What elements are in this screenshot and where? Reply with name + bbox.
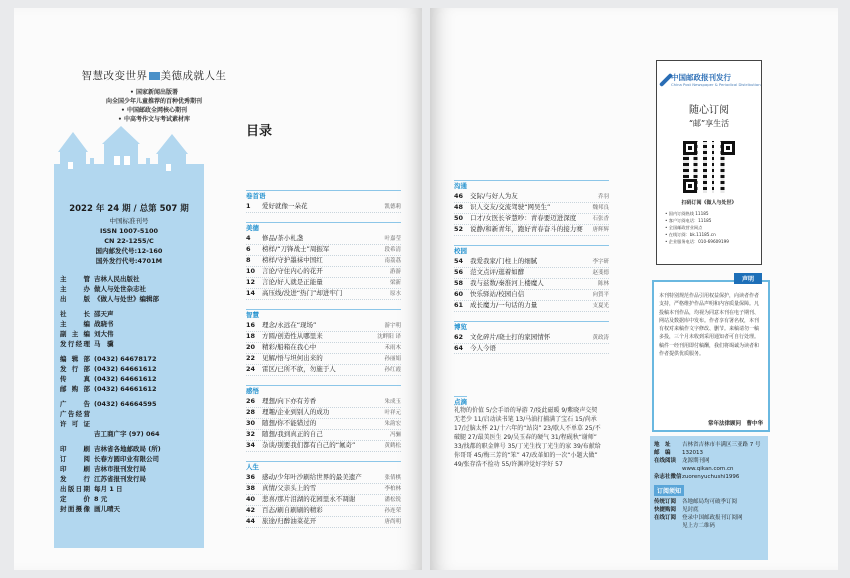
toc-entry — [246, 517, 401, 528]
toc-entry-author: 张倩棋 — [384, 475, 401, 481]
masthead-key: 发行经理 — [60, 340, 90, 348]
toc-entry-author: 赵斐德 — [592, 270, 609, 276]
masthead-value: 邵天声 — [94, 310, 114, 318]
contact-key: 在线订阅 — [654, 515, 677, 521]
toc-entry-author: 冯骊 — [389, 432, 401, 438]
toc-page-number: 50 — [454, 214, 464, 222]
right-page — [430, 8, 838, 570]
ad-info-line: • 客户订阅电话：11185 — [665, 218, 712, 223]
contact-value: www.qikan.com.cn — [682, 466, 734, 472]
contact-value: zuorenyuchushi1996 — [682, 474, 740, 480]
toc-entry-title: 杂谈/别要我们都有自己的“氟奇” — [262, 441, 356, 449]
toc-entry-author: 孙丽娟 — [384, 356, 401, 362]
toc-entry-title: 雷区/已所不欲，勿施于人 — [262, 365, 336, 373]
toc-entry-title: 方圆/创造性从哪里来 — [262, 332, 323, 340]
castle-illustration — [54, 126, 204, 194]
toc-entry-title: 旅途/归醉油菜花开 — [262, 517, 317, 525]
masthead-row — [60, 284, 204, 294]
toc-page-number: 14 — [246, 289, 256, 297]
masthead-row — [60, 329, 204, 339]
masthead-value: 吉林省各地邮政局 (所) — [94, 445, 161, 453]
toc-entry — [454, 192, 609, 203]
toc-page-number: 52 — [454, 225, 464, 233]
contact-value: 132013 — [682, 450, 703, 456]
ad-info-line: • 国内订阅热线 11185 — [665, 211, 709, 216]
toc-entry-author: 乔羽 — [597, 194, 609, 200]
toc-page-number: 18 — [246, 332, 256, 340]
toc-page-number: 44 — [246, 517, 256, 525]
toc-entry-title: 感动/少年叶沙刷给世界的最美遗产 — [262, 473, 362, 481]
toc-page-number: 42 — [246, 506, 256, 514]
declaration-tag: 声明 — [734, 273, 762, 284]
toc-entry-author: 禾雨木 — [384, 345, 401, 351]
toc-entry-author: 唐尚明 — [384, 519, 401, 525]
toc-entry — [246, 321, 401, 332]
contact-key: 邮 编 — [654, 450, 671, 456]
masthead-value: 刘大伟 — [94, 330, 114, 338]
toc-entry-title: 快乐驿站/校园自信 — [470, 290, 525, 298]
masthead-key: 封面摄像 — [60, 505, 90, 513]
honors-list — [54, 88, 254, 124]
toc-entry-title: 言论/好人就是正能量 — [262, 278, 323, 286]
toc-entry — [246, 289, 401, 300]
contact-value: 登录中国邮政报刊订阅网 — [682, 515, 743, 521]
contact-row — [654, 465, 764, 473]
toc-entry — [246, 365, 401, 376]
masthead-value: 每月 1 日 — [94, 485, 123, 493]
toc-page-number: 24 — [246, 365, 256, 373]
toc-entry — [246, 506, 401, 517]
masthead-row — [60, 339, 204, 349]
toc-page-number: 10 — [246, 267, 256, 275]
slogan-mark — [149, 72, 160, 80]
toc-entry — [246, 484, 401, 495]
contact-key: 传统订阅 — [654, 499, 677, 505]
masthead-row — [60, 444, 204, 454]
toc-entry — [246, 441, 401, 452]
toc-entry-title: 文化碎片/晓士打的家园情怀 — [470, 333, 551, 341]
toc-entry — [454, 301, 609, 312]
ad-info-line: • 企业服务电话：010-69609199 — [665, 239, 729, 244]
masthead-row — [60, 409, 204, 429]
toc-page-number: 62 — [454, 333, 464, 341]
toc-entry — [246, 408, 401, 419]
toc-entry — [454, 257, 609, 268]
toc-entry-author: 沈畔阳 译 — [377, 334, 401, 340]
masthead-row — [60, 384, 204, 394]
toc-entry-title: 识人交友/交流驾驶“网吴生” — [470, 203, 551, 211]
toc-entry — [454, 203, 609, 214]
toc-entry — [246, 473, 401, 484]
qr-code-icon[interactable] — [683, 141, 735, 193]
masthead-row — [60, 494, 204, 504]
contact-rows — [654, 441, 764, 481]
masthead-value: (0432) 64661612 — [94, 365, 157, 373]
contact-key: 杂志社微信 — [654, 474, 682, 480]
contact-row — [654, 514, 764, 522]
masthead-value: 战晓书 — [94, 320, 114, 328]
masthead-row — [60, 354, 204, 364]
masthead-key: 副主编 — [60, 330, 90, 338]
toc-entry-author: 魏邦良 — [592, 205, 609, 211]
toc-column-b — [454, 180, 609, 363]
toc-entry-title: 高压线/没进“热门”却进牢门 — [262, 289, 343, 297]
toc-entry-title: 悲喜/那片泪湖的花园里永不凋谢 — [262, 495, 356, 503]
toc-section-heading: 博览 — [454, 321, 609, 332]
masthead-rows — [54, 274, 204, 514]
toc-page-number: 54 — [454, 257, 464, 265]
toc-page-number: 36 — [246, 473, 256, 481]
toc-section — [246, 222, 401, 300]
ad-info-line: • 全国邮政营业网点 — [665, 225, 703, 230]
masthead-value: 《做人与处世》编辑部 — [94, 295, 159, 303]
toc-entry — [246, 278, 401, 289]
masthead-row — [60, 504, 204, 514]
declaration-text: 本刊特别规范作品引用权益保护，向读者作者支持，严格维护作品声明和内容质量保障。凡投稿本刊作品，均视为同意本刊在电子期刊、网站及数据库中发布。作者享有署名权，本刊有权对来稿作文字修改、删节。来稿请勿一稿多投，三个月未收到采用通知者可自行处理。稿件一经刊用即付稿酬，我们将竭诚为读者和作者提供优质服务。 — [659, 293, 760, 358]
masthead-row — [60, 364, 204, 374]
contact-value: 见封底 — [682, 507, 699, 513]
toc-entry-author: 朱韵宏 — [384, 421, 401, 427]
ad-info — [657, 206, 761, 249]
toc-section — [246, 309, 401, 376]
toc-entry-author: 游宇明 — [384, 323, 401, 329]
toc-entry — [454, 290, 609, 301]
masthead-value: (0432) 64661612 — [94, 375, 157, 383]
masthead-value: 江苏省报刊发行局 — [94, 475, 146, 483]
toc-page-number: 8 — [246, 256, 251, 264]
honor-item: 向全国少年儿童推荐的百种优秀期刊 — [105, 98, 202, 105]
masthead-value: 做人与处世杂志社 — [94, 285, 146, 293]
toc-page-number: 40 — [246, 495, 256, 503]
toc-entry-title: 真情/父亲头上的雪 — [262, 484, 317, 492]
slogan-part-b: 美德成就人生 — [160, 70, 227, 82]
masthead-value: (0432) 64664595 — [94, 400, 157, 408]
toc-section — [454, 245, 609, 312]
contact-key: 快捷购阅 — [654, 507, 677, 513]
toc-entry — [246, 354, 401, 365]
toc-entry-author: 李字研 — [592, 259, 609, 265]
toc-entry-author: 段希清 — [384, 247, 401, 253]
masthead-key: 社 长 — [60, 310, 90, 318]
masthead-value: 长春方圆印业有限公司 — [94, 455, 159, 463]
toc-entry-title: 理念/永远在“现场” — [262, 321, 317, 329]
toc-entry-author: 孙红霞 — [384, 367, 401, 373]
toc-page-number: 34 — [246, 441, 256, 449]
ad-slogan-1: 随心订阅 — [689, 105, 729, 116]
masthead-key: 主 管 — [60, 275, 90, 283]
toc-section — [246, 385, 401, 452]
masthead-key: 发行部 — [60, 365, 90, 373]
toc-page-number: 4 — [246, 234, 251, 242]
toc-section-heading: 沟通 — [454, 180, 609, 191]
masthead-value: 8 元 — [94, 495, 108, 503]
toc-entry-title: 随想/你不能错过的 — [262, 419, 317, 427]
toc-entry-title: 榜样/“刀锋战士”周振军 — [262, 245, 330, 253]
masthead-value: (0432) 64661612 — [94, 385, 157, 393]
contact-key — [654, 465, 682, 473]
toc-entry-author: 石张香 — [592, 216, 609, 222]
slogan-part-a: 智慧改变世界 — [81, 70, 148, 82]
masthead-row — [60, 429, 204, 439]
toc-entry-title: 言论/守住内心的花开 — [262, 267, 323, 275]
logo-text: 中国邮政报刊发行 — [671, 72, 731, 82]
note-paragraph: 礼物的价值 5/会手语的导游 7/疫此磁暖 9/紫晓声交契无老少 11/启动读书笔 13/马油打捕满了宝石 15/尚承 17/过脑太杯 21/十六年的“站岗” 23/歇人不单草 25/不破腿 27/最美医生 29/吴玉春的硬气 31/程砚秋“谢师” 33/找都的职金牌号 35/丁光生找丁光生的家 39/布献给你哥哥 45/梅三芳的“笨” 47/改革如的一次“小题大做” 49/张存浩不捡功 55/许渊冲觉好字好 57 — [454, 407, 601, 468]
toc-entry — [246, 495, 401, 506]
ad-info-line: • 在线订阅：bk.11185.cn — [665, 232, 716, 237]
toc-entry-title: 理趣/企业到别人的成功 — [262, 408, 330, 416]
masthead-value: 马 骥 — [94, 340, 114, 348]
code-line: 国外发行代号:4701M — [95, 257, 163, 265]
post-logo — [664, 69, 761, 91]
subscription-ad — [656, 60, 762, 265]
issue-number: 2022 年 24 期 / 总第 507 期 — [69, 204, 189, 214]
toc-entry-title: 榜样/守护墨袜中国红 — [262, 256, 323, 264]
toc-entry — [246, 256, 401, 267]
masthead-value: (0432) 64678172 — [94, 355, 157, 363]
toc-entry-author: 游游 — [389, 269, 401, 275]
toc-entry-author: 梁新 — [389, 280, 401, 286]
masthead-row — [60, 294, 204, 304]
contact-key — [654, 522, 682, 530]
toc-entry-title: 见解/悟与坦何出来的 — [262, 354, 323, 362]
toc-entry — [454, 268, 609, 279]
masthead-key: 印 刷 — [60, 445, 90, 453]
toc-page-number: 32 — [246, 430, 256, 438]
masthead-row — [60, 319, 204, 329]
toc-entry-author: 陈林 — [597, 281, 609, 287]
toc-title: 目录 — [246, 124, 273, 139]
code-line: ISSN 1007-5100 — [99, 227, 159, 235]
masthead-value: 吉林人民出版社 — [94, 275, 140, 283]
toc-entry-author: 李柏林 — [384, 486, 401, 492]
code-line: 国内邮发代号:12-160 — [95, 247, 163, 255]
toc-entry — [454, 214, 609, 225]
honor-item: • 中国邮政全网核心期刊 — [121, 107, 187, 114]
publication-codes — [54, 216, 204, 266]
subscription-rows — [654, 498, 764, 530]
toc-entry-title: 百态/刷自刷刷的精彩 — [262, 506, 323, 514]
contact-row — [654, 441, 764, 449]
toc-entry-title: 爱好就像一朵花 — [262, 202, 308, 210]
toc-entry — [246, 430, 401, 441]
masthead-panel — [54, 194, 204, 548]
toc-page-number: 28 — [246, 408, 256, 416]
toc-section — [454, 180, 609, 236]
toc-entry — [246, 234, 401, 245]
toc-entry-title: 我与兹数/秦淮河上楼魔人 — [470, 279, 544, 287]
toc-section-heading: 卷首语 — [246, 190, 401, 201]
contact-row — [654, 473, 764, 481]
toc-entry-author: 朱成玉 — [384, 399, 401, 405]
toc-entry — [246, 245, 401, 256]
contact-key: 在线阅读 — [654, 458, 677, 464]
masthead-key: 编辑部 — [60, 355, 90, 363]
toc-entry — [246, 202, 401, 213]
toc-entry-author: 凯德莉 — [384, 204, 401, 210]
toc-entry — [454, 344, 609, 354]
toc-page-number: 22 — [246, 354, 256, 362]
toc-entry-author: 黄鹤松 — [384, 443, 401, 449]
toc-entry-title: 成长魔力/一句话的力量 — [470, 301, 538, 309]
masthead-key: 广 告 — [60, 400, 90, 408]
toc-entry-author: 支夏光 — [592, 303, 609, 309]
note-heading: 点滴 — [454, 398, 467, 406]
toc-page-number: 56 — [454, 268, 464, 276]
masthead-key — [60, 429, 94, 439]
declaration-box — [652, 276, 770, 432]
toc-entry — [454, 225, 609, 236]
toc-entry-author: 孙连荣 — [384, 508, 401, 514]
toc-entry-title: 理想/向下亦有芳香 — [262, 397, 317, 405]
masthead-key: 邮购部 — [60, 385, 90, 393]
masthead-row — [60, 474, 204, 484]
contact-value: 见上方二维码 — [682, 523, 716, 529]
toc-entry-title: 范文点评/逛着如酵 — [470, 268, 525, 276]
toc-page-number: 26 — [246, 397, 256, 405]
toc-entry — [246, 332, 401, 343]
toc-page-number: 60 — [454, 290, 464, 298]
toc-entry-title: 口才/女医长爷慧吵：青春要迈进深度 — [470, 214, 577, 222]
contact-key: 地 址 — [654, 442, 671, 448]
contact-row — [654, 457, 764, 465]
toc-section — [246, 190, 401, 213]
toc-entry-title: 精彩/船箱在我心中 — [262, 343, 317, 351]
masthead-key: 定 价 — [60, 495, 90, 503]
honor-item: • 中高考作文与考试素材库 — [118, 116, 190, 123]
qr-caption: 扫码订阅《做人与处世》 — [681, 200, 737, 206]
masthead-value: 吉林市报刊发行局 — [94, 465, 146, 473]
toc-page-number: 30 — [246, 419, 256, 427]
toc-page-number: 38 — [246, 484, 256, 492]
toc-entry-author: 叶祥元 — [384, 410, 401, 416]
contact-row — [654, 498, 764, 506]
toc-page-number: 12 — [246, 278, 256, 286]
toc-section-heading: 智慧 — [246, 309, 401, 320]
toc-page-number: 64 — [454, 344, 464, 352]
masthead-value: 吉工商广字 (97) 064 — [94, 430, 160, 438]
masthead-key: 发 行 — [60, 475, 90, 483]
toc-column-a — [246, 190, 401, 537]
toc-page-number: 20 — [246, 343, 256, 351]
toc-entry-author: 唐辉辉 — [592, 227, 609, 233]
toc-entry — [454, 279, 609, 290]
toc-entry — [246, 397, 401, 408]
subscription-notice-heading: 订阅须知 — [654, 485, 684, 496]
toc-entry — [246, 419, 401, 430]
toc-page-number: 6 — [246, 245, 251, 253]
toc-entry-author: 原水 — [389, 291, 401, 297]
toc-entry — [246, 267, 401, 278]
masthead-row — [60, 399, 204, 409]
masthead-key: 出 版 — [60, 295, 90, 303]
masthead-key: 广告经营许可证 — [60, 410, 90, 428]
toc-page-number: 48 — [454, 203, 464, 211]
toc-entry-author: 向賀平 — [592, 292, 609, 298]
toc-page-number: 1 — [246, 202, 251, 210]
contact-value: 龙源期刊网 — [682, 458, 710, 464]
masthead-key: 出版日期 — [60, 485, 90, 493]
ad-slogan-2: “邮”享生活 — [688, 119, 730, 128]
toc-section-heading: 人生 — [246, 461, 401, 472]
toc-entry-title: 随想/我到真正的自己 — [262, 430, 323, 438]
masthead-key: 传 真 — [60, 375, 90, 383]
toc-section — [454, 321, 609, 354]
contact-value: 吉林省吉林市丰满区三亚路 7 号 — [682, 442, 761, 448]
contact-row — [654, 522, 764, 530]
toc-entry-title: 我爱我家/门柱上的细腻 — [470, 257, 538, 265]
contact-panel — [650, 436, 768, 560]
contact-row — [654, 506, 764, 514]
toc-page-number: 58 — [454, 279, 464, 287]
toc-section-heading: 美德 — [246, 222, 401, 233]
masthead-row — [60, 464, 204, 474]
contact-value: 各地邮局均可破季订阅 — [682, 499, 738, 505]
toc-page-number: 61 — [454, 301, 464, 309]
code-line: 中国标准刊号 — [109, 217, 149, 225]
toc-section — [246, 461, 401, 528]
toc-entry-author: 南荔荔 — [384, 258, 401, 264]
toc-page-number: 46 — [454, 192, 464, 200]
masthead-key: 订 阅 — [60, 455, 90, 463]
toc-entry-author: 潘松锐 — [384, 497, 401, 503]
slogan — [54, 68, 254, 83]
masthead-row — [60, 309, 204, 319]
honor-item: • 国家新闻出版署 — [130, 89, 178, 96]
toc-entry-title: 交际/与好人为友 — [470, 192, 518, 200]
masthead-key: 印 刷 — [60, 465, 90, 473]
toc-entry-author: 黄政涛 — [592, 335, 609, 341]
toc-page-number: 16 — [246, 321, 256, 329]
left-page — [14, 8, 422, 570]
logo-subtext: China Post Newspaper & Periodical Distribution — [671, 81, 761, 87]
toc-entry — [454, 333, 609, 344]
masthead-key: 主 编 — [60, 320, 90, 328]
toc-entry-title: 今人今语 — [470, 344, 496, 352]
toc-section-heading: 校园 — [454, 245, 609, 256]
masthead-row — [60, 274, 204, 284]
toc-entry-title: 说静/和新青年，跑好青春奋斗的接力赛 — [470, 225, 583, 233]
code-line: CN 22-1255/C — [104, 237, 154, 245]
masthead-row — [60, 454, 204, 464]
masthead-row — [60, 374, 204, 384]
masthead-key: 主 办 — [60, 285, 90, 293]
contact-row — [654, 449, 764, 457]
toc-entry — [246, 343, 401, 354]
masthead-value: 画儿晴天 — [94, 505, 120, 513]
legal-advisor: 常年法律顾问 曹中华 — [707, 421, 763, 427]
toc-entry-title: 修品/茶小札盏 — [262, 234, 304, 242]
toc-section-heading: 感悟 — [246, 385, 401, 396]
toc-entry-author: 叶嘉莹 — [384, 236, 401, 242]
masthead-row — [60, 484, 204, 494]
